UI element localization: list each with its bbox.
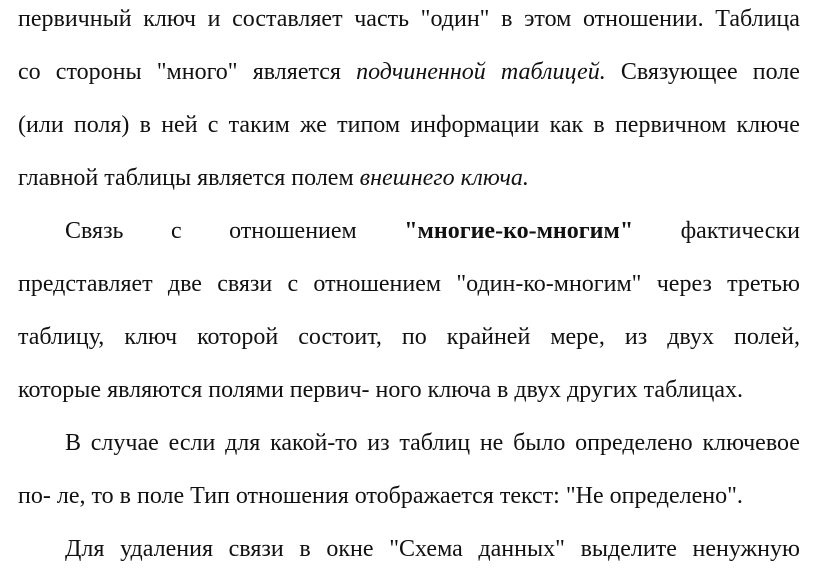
word: случае xyxy=(90,430,159,456)
word: с xyxy=(287,271,299,297)
bold-term: "многие-ко-многим" xyxy=(404,218,634,244)
word: "Схема xyxy=(389,536,463,562)
word: таблиц xyxy=(399,430,471,456)
word: если xyxy=(168,430,216,456)
word: связи xyxy=(217,271,273,297)
word: таким xyxy=(228,112,290,138)
italic-term: таблицей. xyxy=(500,59,606,85)
word: состоит, xyxy=(298,324,382,350)
word: таблицу, xyxy=(18,324,105,350)
word: ключе xyxy=(736,112,800,138)
word: составляет xyxy=(232,6,343,32)
word: Связь xyxy=(65,218,124,244)
text-line xyxy=(18,55,800,89)
word: стороны xyxy=(55,59,142,85)
word: ключ xyxy=(124,324,178,350)
word: с xyxy=(170,218,182,244)
word: через xyxy=(656,271,712,297)
word: В xyxy=(65,430,82,456)
italic-term: внешнего ключа. xyxy=(359,165,529,191)
word: ней xyxy=(161,112,198,138)
word: часть xyxy=(354,6,410,32)
word: крайней xyxy=(446,324,531,350)
word: (или xyxy=(18,112,64,138)
word: поля) xyxy=(73,112,130,138)
word: третью xyxy=(727,271,800,297)
word: в xyxy=(593,112,605,138)
word: первичный xyxy=(18,6,132,32)
word: данных" xyxy=(478,536,565,562)
word: из xyxy=(367,430,390,456)
word: ненужную xyxy=(692,536,800,562)
text-line xyxy=(18,479,800,513)
word: является xyxy=(252,59,341,85)
word: поле xyxy=(752,59,800,85)
text-line xyxy=(18,373,800,407)
word: фактически xyxy=(680,218,800,244)
word: не xyxy=(479,430,504,456)
word: связи xyxy=(228,536,284,562)
word: удаления xyxy=(120,536,213,562)
word: две xyxy=(167,271,202,297)
word: отношении. xyxy=(582,6,704,32)
word: же xyxy=(299,112,327,138)
word: было xyxy=(513,430,566,456)
word: этом xyxy=(524,6,572,32)
word: первичном xyxy=(614,112,727,138)
word: информации xyxy=(410,112,540,138)
word: "один-ко-многим" xyxy=(456,271,642,297)
text-line xyxy=(18,2,800,36)
word: ключевое xyxy=(702,430,800,456)
word: "много" xyxy=(156,59,238,85)
text-run: которые являются полями первич- ного ключа в двух других таблицах. xyxy=(18,377,744,403)
word: двух xyxy=(667,324,714,350)
text-line xyxy=(18,320,800,354)
word: из xyxy=(624,324,648,350)
word: в xyxy=(139,112,151,138)
word: Таблица xyxy=(715,6,800,32)
word: отношением xyxy=(313,271,442,297)
text-line xyxy=(18,426,800,460)
text-run: главной таблицы является полем xyxy=(18,165,360,191)
word: какой-то xyxy=(270,430,358,456)
italic-term: подчиненной xyxy=(356,59,486,85)
text-line xyxy=(18,267,800,301)
word: мере, xyxy=(550,324,605,350)
word: полей, xyxy=(733,324,800,350)
word: которой xyxy=(197,324,279,350)
word: отношением xyxy=(229,218,357,244)
word: определено xyxy=(575,430,693,456)
word: "один" xyxy=(420,6,490,32)
text-line xyxy=(18,161,800,195)
word: со xyxy=(18,59,41,85)
word: по xyxy=(401,324,427,350)
word: Связующее xyxy=(620,59,738,85)
text-line xyxy=(18,532,800,566)
word: как xyxy=(549,112,584,138)
word: в xyxy=(501,6,513,32)
text-line xyxy=(18,214,800,248)
word: с xyxy=(207,112,219,138)
word: представляет xyxy=(18,271,153,297)
word: типом xyxy=(337,112,401,138)
word: окне xyxy=(326,536,374,562)
text-run: по- ле, то в поле Тип отношения отображается текст: "Не определено". xyxy=(18,483,743,509)
word: выделите xyxy=(580,536,677,562)
word: в xyxy=(299,536,311,562)
word: ключ xyxy=(143,6,196,32)
word: для xyxy=(225,430,261,456)
word: Для xyxy=(65,536,105,562)
word: и xyxy=(207,6,221,32)
text-line xyxy=(18,108,800,142)
